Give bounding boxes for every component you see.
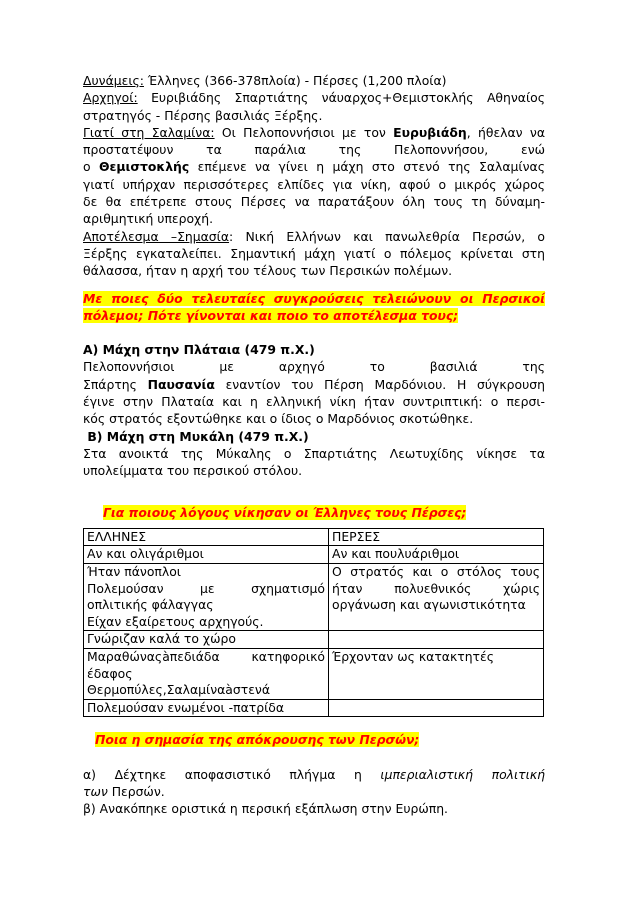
significance-a-text: α) Δέχτηκε αποφασιστικό πλήγμα η (83, 766, 381, 782)
forces-label: Δυνάμεις: (83, 73, 144, 88)
result-line-2: Ξέρξης εγκαταλείπει. Σημαντική μάχη γιατί ο πόλεμος κρίνεται στη (83, 245, 545, 261)
table-cell (84, 564, 329, 631)
table-cell: Έρχονταν ως κατακτητές (329, 648, 544, 699)
table-row (84, 564, 544, 631)
why-salamis-line-3 (83, 158, 545, 175)
document-page (83, 72, 545, 818)
greeks-vs-persians-table (83, 528, 544, 718)
table-cell: Αν και πουλυάριθμοι (329, 546, 544, 564)
why-salamis-line-2: προστατέψουν τα παράλια της Πελοποννήσου, ενώ (83, 142, 545, 158)
battle-a-text: Σπάρτης (83, 376, 148, 392)
table-row (84, 546, 544, 564)
pausanias-name: Παυσανία (147, 376, 215, 392)
cell-line: Πολεμούσαν με σχηματισμό (87, 580, 325, 596)
question-1-line-1 (83, 290, 545, 307)
cell-line: ήταν πολυεθνικός χώρις (332, 580, 540, 596)
table-cell (329, 564, 544, 631)
battle-b-heading: Β) Μάχη στη Μυκάλη (479 π.Χ.) (83, 428, 309, 444)
cell-line: Ο στρατός και ο στόλος τους (332, 564, 540, 580)
significance-a-line-2 (83, 783, 545, 800)
forces-text: Έλληνες (366-378πλοία) - Πέρσες (1,200 πλοία) (143, 73, 447, 88)
cell-line: Θερμοπύλες,Σαλαμίναàστενά (87, 682, 271, 698)
question-2-line (83, 504, 545, 521)
table-cell (329, 699, 544, 717)
cell-line: οπλιτικής φάλαγγας (87, 597, 214, 613)
table-header-greeks: ΕΛΛΗΝΕΣ (84, 528, 329, 546)
table-cell: Αν και ολιγάριθμοι (84, 546, 329, 564)
table-cell: Γνώριζαν καλά το χώρο (84, 631, 329, 649)
table-row (84, 528, 544, 546)
battle-b-line-2: υπολείμματα του περσικού στόλου. (83, 463, 303, 479)
leaders-text-1: Ευριβιάδης Σπαρτιάτης νάυαρχος+Θεμιστοκλής Αθηναίος (137, 90, 545, 106)
significance-a-italic: ιμπεριαλιστική πολιτική (380, 766, 545, 782)
cell-line: Ήταν πάνοπλοι (87, 564, 181, 580)
eurybiades-name: Ευρυβιάδη (393, 124, 467, 140)
result-label: Αποτέλεσμα –Σημασία (83, 228, 230, 244)
table-cell (84, 648, 329, 699)
result-text: : Νική Ελλήνων και πανωλεθρία Περσών, ο (229, 228, 545, 244)
table-row (84, 699, 544, 717)
why-salamis-text: Οι Πελοποννήσιοι με τον (214, 124, 394, 140)
battle-a-text: εναντίον του Πέρση Μαρδόνιου. Η σύγκρουση (214, 376, 545, 392)
cell-line: οργάνωση και αγωνιστικότητα (332, 597, 526, 613)
why-salamis-label: Γιατί στη Σαλαμίνα: (83, 124, 215, 140)
battle-a-heading: Α) Μάχη στην Πλάταια (479 π.Χ.) (83, 342, 315, 358)
battle-a-line-1: Πελοποννήσιοι με αρχηγό το βασιλιά της (83, 359, 545, 375)
cell-line: Είχαν εξαίρετους αρχηγούς. (87, 613, 264, 629)
why-salamis-text: επέμενε να γίνει η μάχη στο στενό της Σαλαμίνας (189, 159, 545, 175)
battle-b-line-1: Στα ανοικτά της Μύκαλης ο Σπαρτιάτης Λεωτυχίδης νίκησε τα (83, 445, 545, 461)
table-row (84, 631, 544, 649)
forces-line (83, 72, 545, 89)
result-line-1 (83, 228, 545, 245)
themistocles-name: Θεμιστοκλής (98, 159, 190, 175)
cell-line: Μαραθώναςàπεδιάδα κατηφορικό (87, 648, 325, 664)
battle-a-line-4: κός στρατός εξοντώθηκε και ο ίδιος ο Μαρδόνιος σκοτώθηκε. (83, 411, 474, 427)
question-3-text: Ποια η σημασία της απόκρουσης των Περσών; (95, 732, 420, 748)
significance-a-end: Περσών. (107, 783, 165, 799)
significance-b-line: β) Ανακόπηκε οριστικά η περσική εξάπλωση στην Ευρώπη. (83, 801, 448, 817)
battle-a-line-2 (83, 376, 545, 393)
why-salamis-text: ο (83, 159, 99, 175)
why-salamis-line-4: γιατί υπήρχαν περισσότερες ελπίδες για νίκη, αφού ο μικρός χώρος (83, 176, 545, 192)
why-salamis-line-5: δε θα επέτρεπε στους Πέρσες να παρατάξουν όλη τους τη δύναμη- (83, 194, 545, 210)
leaders-line-2: στρατηγός - Πέρσης βασιλιάς Ξέρξης. (83, 107, 323, 123)
significance-a-italic-2: των (83, 783, 108, 799)
cell-line: έδαφος (87, 665, 133, 681)
question-1-text: Με ποιες δύο τελευταίες συγκρούσεις τελειώνουν οι Περσικοί (83, 290, 545, 306)
table-header-persians: ΠΕΡΣΕΣ (329, 528, 544, 546)
why-salamis-line-6: αριθμητική υπεροχή. (83, 211, 214, 227)
why-salamis-text: , ήθελαν να (466, 124, 545, 140)
leaders-label: Αρχηγοί: (83, 90, 138, 106)
question-2-text: Για ποιους λόγους νίκησαν οι Έλληνες τους Πέρσες; (103, 504, 467, 520)
significance-a-line-1 (83, 766, 545, 783)
question-3-line (83, 731, 545, 748)
table-cell (329, 631, 544, 649)
table-cell: Πολεμούσαν ενωμένοι -πατρίδα (84, 699, 329, 717)
result-line-3: θάλασσα, ήταν η αρχή του τέλους των Περσικών πολέμων. (83, 263, 453, 279)
why-salamis-line-1 (83, 124, 545, 141)
leaders-line-1 (83, 89, 545, 106)
question-1-text: πόλεμοι; Πότε γίνονται και ποιο το αποτέλεσμα τους; (83, 307, 459, 323)
table-row (84, 648, 544, 699)
battle-a-line-3: έγινε στην Πλαταία και η ελληνική νίκη ήταν συντριπτική: ο περσι- (83, 394, 545, 410)
question-1-line-2 (83, 307, 545, 324)
